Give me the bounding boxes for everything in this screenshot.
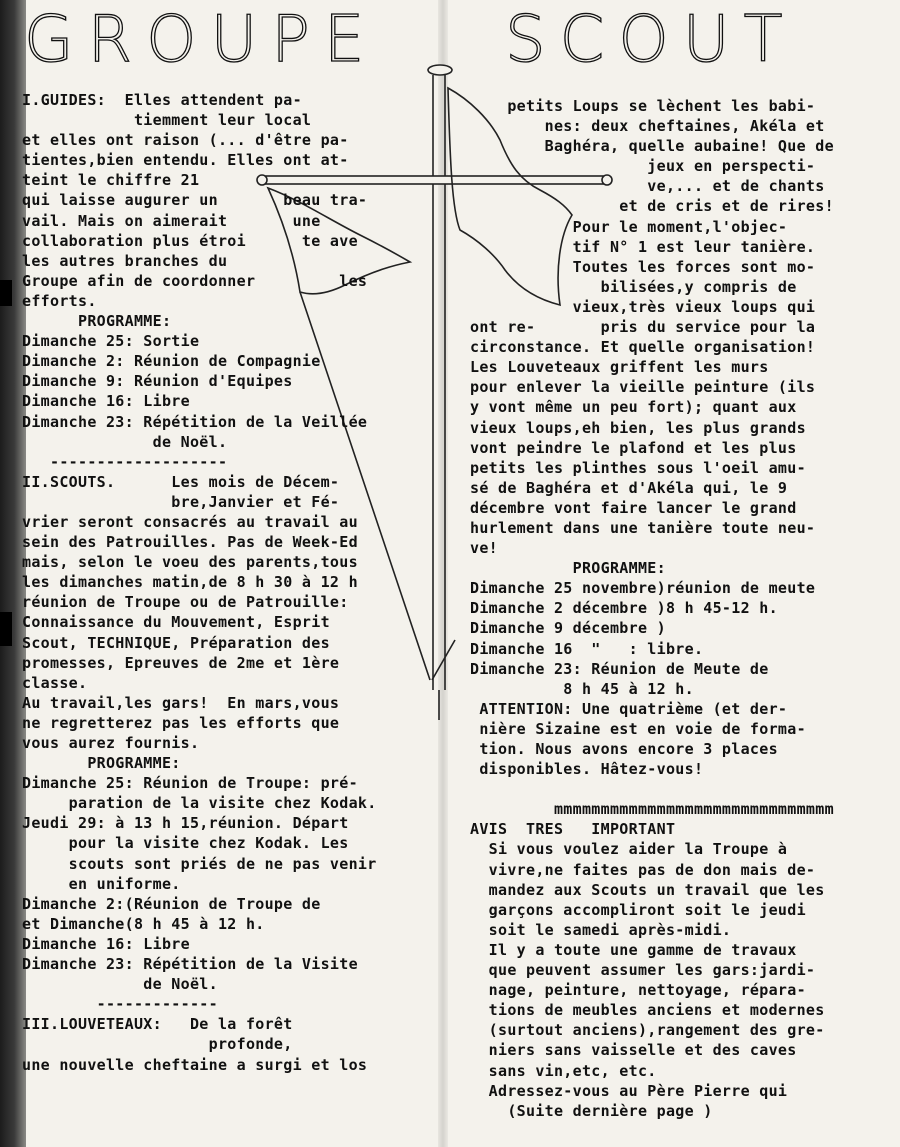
left-column: [22, 90, 440, 1075]
left-column-text-line: -------------: [22, 995, 218, 1014]
right-column-text-line: Dimanche 23: Réunion de Meute de: [470, 659, 769, 678]
right-column-text-line: Dimanche 2 décembre )8 h 45-12 h.: [470, 599, 778, 618]
right-column-text-line: sans vin,etc, etc.: [470, 1061, 657, 1080]
right-column-text-line: Les Louveteaux griffent les murs: [470, 358, 769, 377]
left-column-text-line: collaboration plus étroi te ave: [22, 231, 358, 250]
right-column: [470, 96, 895, 1121]
right-column-text-line: Adressez-vous au Père Pierre qui: [470, 1081, 788, 1100]
left-column-text-line: Dimanche 25: Réunion de Troupe: pré-: [22, 774, 358, 793]
right-column-text-line: disponibles. Hâtez-vous!: [470, 760, 704, 779]
right-column-text-line: y vont même un peu fort); quant aux: [470, 398, 797, 417]
right-column-text-line: tion. Nous avons encore 3 places: [470, 740, 778, 758]
left-column-text-line: I.GUIDES: Elles attendent pa-: [22, 91, 302, 109]
left-column-text-line: Scout, TECHNIQUE, Préparation des: [22, 633, 330, 652]
left-column-text-line: de Noël.: [22, 975, 218, 994]
right-column-text-line: nière Sizaine est en voie de forma-: [470, 719, 806, 738]
left-column-text-line: efforts.: [22, 291, 97, 310]
right-column-text-line: sé de Baghéra et d'Akéla qui, le 9: [470, 478, 788, 497]
right-column-text-line: tif N° 1 est leur tanière.: [470, 237, 816, 256]
left-column-text-line: Dimanche 16: Libre: [22, 392, 190, 411]
right-column-text-line: (Suite dernière page ): [470, 1101, 713, 1120]
right-column-text-line: mmmmmmmmmmmmmmmmmmmmmmmmmmmmmm: [470, 800, 834, 819]
left-column-text-line: bre,Janvier et Fé-: [22, 492, 340, 511]
right-column-text-line: Toutes les forces sont mo-: [470, 257, 816, 276]
left-column-text-line: les autres branches du: [22, 251, 228, 270]
left-column-text-line: Dimanche 9: Réunion d'Equipes: [22, 372, 293, 391]
left-column-text-line: vous aurez fournis.: [22, 734, 200, 752]
left-column-text-line: vail. Mais on aimerait une: [22, 211, 321, 230]
right-column-text-line: nage, peinture, nettoyage, répara-: [470, 981, 806, 1000]
left-column-text-line: Jeudi 29: à 13 h 15,réunion. Départ: [22, 814, 349, 833]
left-column-text-line: Dimanche 23: Répétition de la Veillée: [22, 412, 368, 431]
left-column-text-line: vrier seront consacrés au travail au: [22, 512, 358, 531]
left-column-text-line: mais, selon le voeu des parents,tous: [22, 553, 358, 572]
right-column-text-line: Baghéra, quelle aubaine! Que de: [470, 137, 834, 156]
right-column-text-line: tions de meubles anciens et modernes: [470, 1001, 825, 1020]
right-column-text-line: décembre vont faire lancer le grand: [470, 498, 797, 517]
right-column-text-line: 8 h 45 à 12 h.: [470, 679, 694, 698]
right-column-text-line: AVIS TRES IMPORTANT: [470, 820, 676, 839]
right-column-text-line: Dimanche 16 " : libre.: [470, 639, 704, 658]
right-column-text-line: petits les plinthes sous l'oeil amu-: [470, 458, 806, 477]
right-column-text-line: hurlement dans une tanière toute neu-: [470, 518, 816, 537]
left-column-text-line: sein des Patrouilles. Pas de Week-Ed: [22, 533, 358, 552]
right-column-text-line: ont re- pris du service pour la: [470, 318, 816, 337]
right-column-text-line: et de cris et de rires!: [470, 197, 834, 216]
right-column-text-line: garçons accompliront soit le jeudi: [470, 900, 806, 919]
left-column-text-line: et Dimanche(8 h 45 à 12 h.: [22, 914, 265, 933]
left-column-text-line: Au travail,les gars! En mars,vous: [22, 693, 340, 712]
left-column-text-line: réunion de Troupe ou de Patrouille:: [22, 593, 349, 612]
right-column-text-line: Il y a toute une gamme de travaux: [470, 940, 797, 959]
left-column-text-line: Dimanche 25: Sortie: [22, 332, 200, 351]
right-column-text-line: vieux loups,eh bien, les plus grands: [470, 418, 806, 437]
right-column-text-line: Si vous voulez aider la Troupe à: [470, 840, 788, 859]
left-column-text-line: PROGRAMME:: [22, 312, 172, 331]
left-column-text-line: une nouvelle cheftaine a surgi et los: [22, 1055, 368, 1074]
left-column-text-line: pour la visite chez Kodak. Les: [22, 834, 349, 853]
right-column-text-line: pour enlever la vieille peinture (ils: [470, 378, 816, 397]
right-column-text-line: ve,... et de chants: [470, 177, 825, 196]
left-column-text-line: tiemment leur local: [22, 111, 312, 130]
right-column-text-line: petits Loups se lèchent les babi-: [470, 97, 816, 115]
right-column-text-line: [470, 779, 895, 799]
left-column-text-line: Dimanche 2:(Réunion de Troupe de: [22, 894, 321, 913]
right-column-text-line: mandez aux Scouts un travail que les: [470, 880, 825, 899]
left-column-text-line: promesses, Epreuves de 2me et 1ère: [22, 653, 340, 672]
right-column-text-line: PROGRAMME:: [470, 559, 666, 578]
left-column-text-line: profonde,: [22, 1035, 293, 1054]
masthead-word-groupe: GROUPE: [24, 3, 379, 77]
left-column-text-line: II.SCOUTS. Les mois de Décem-: [22, 472, 340, 491]
left-column-text-line: Dimanche 23: Répétition de la Visite: [22, 955, 358, 974]
left-column-text-line: les dimanches matin,de 8 h 30 à 12 h: [22, 573, 358, 592]
masthead-word-scout: SCOUT: [505, 3, 797, 77]
left-column-text-line: paration de la visite chez Kodak.: [22, 794, 377, 813]
left-column-text-line: qui laisse augurer un beau tra-: [22, 191, 368, 210]
left-column-text-line: -------------------: [22, 452, 228, 471]
right-column-text-line: circonstance. Et quelle organisation!: [470, 338, 816, 357]
right-column-text-line: ve!: [470, 539, 498, 558]
left-column-text-line: III.LOUVETEAUX: De la forêt: [22, 1015, 293, 1034]
left-column-text-line: Dimanche 16: Libre: [22, 934, 190, 953]
left-column-text-line: Dimanche 2: Réunion de Compagnie: [22, 352, 321, 371]
left-column-text-line: de Noël.: [22, 432, 228, 451]
right-column-text-line: vivre,ne faites pas de don mais de-: [470, 860, 816, 879]
left-column-text-line: ne regretterez pas les efforts que: [22, 713, 340, 732]
left-column-text-line: et elles ont raison (... d'être pa-: [22, 131, 349, 150]
left-column-text-line: teint le chiffre 21: [22, 171, 284, 190]
right-column-text-line: vieux,très vieux loups qui: [470, 297, 816, 316]
right-column-text-line: jeux en perspecti-: [470, 157, 816, 176]
left-column-text-line: classe.: [22, 673, 88, 692]
left-column-text-line: Connaissance du Mouvement, Esprit: [22, 613, 330, 632]
right-column-text-line: que peuvent assumer les gars:jardi-: [470, 961, 816, 980]
right-column-text-line: Dimanche 25 novembre)réunion de meute: [470, 579, 816, 598]
right-column-text-line: Pour le moment,l'objec-: [470, 217, 788, 236]
right-column-text-line: ATTENTION: Une quatrième (et der-: [470, 699, 788, 718]
right-column-text-line: vont peindre le plafond et les plus: [470, 438, 797, 457]
right-column-text-line: bilisées,y compris de: [470, 277, 797, 296]
left-column-text-line: Groupe afin de coordonner les: [22, 271, 368, 290]
right-column-text-line: soit le samedi après-midi.: [470, 920, 732, 939]
left-column-text-line: PROGRAMME:: [22, 754, 181, 773]
left-column-text-line: scouts sont priés de ne pas venir: [22, 854, 377, 873]
right-column-text-line: nes: deux cheftaines, Akéla et: [470, 117, 825, 136]
right-column-text-line: (surtout anciens),rangement des gre-: [470, 1021, 825, 1040]
right-column-text-line: Dimanche 9 décembre ): [470, 619, 666, 638]
left-column-text-line: tientes,bien entendu. Elles ont at-: [22, 151, 349, 170]
right-column-text-line: niers sans vaisselle et des caves: [470, 1041, 797, 1060]
left-column-text-line: en uniforme.: [22, 874, 181, 893]
